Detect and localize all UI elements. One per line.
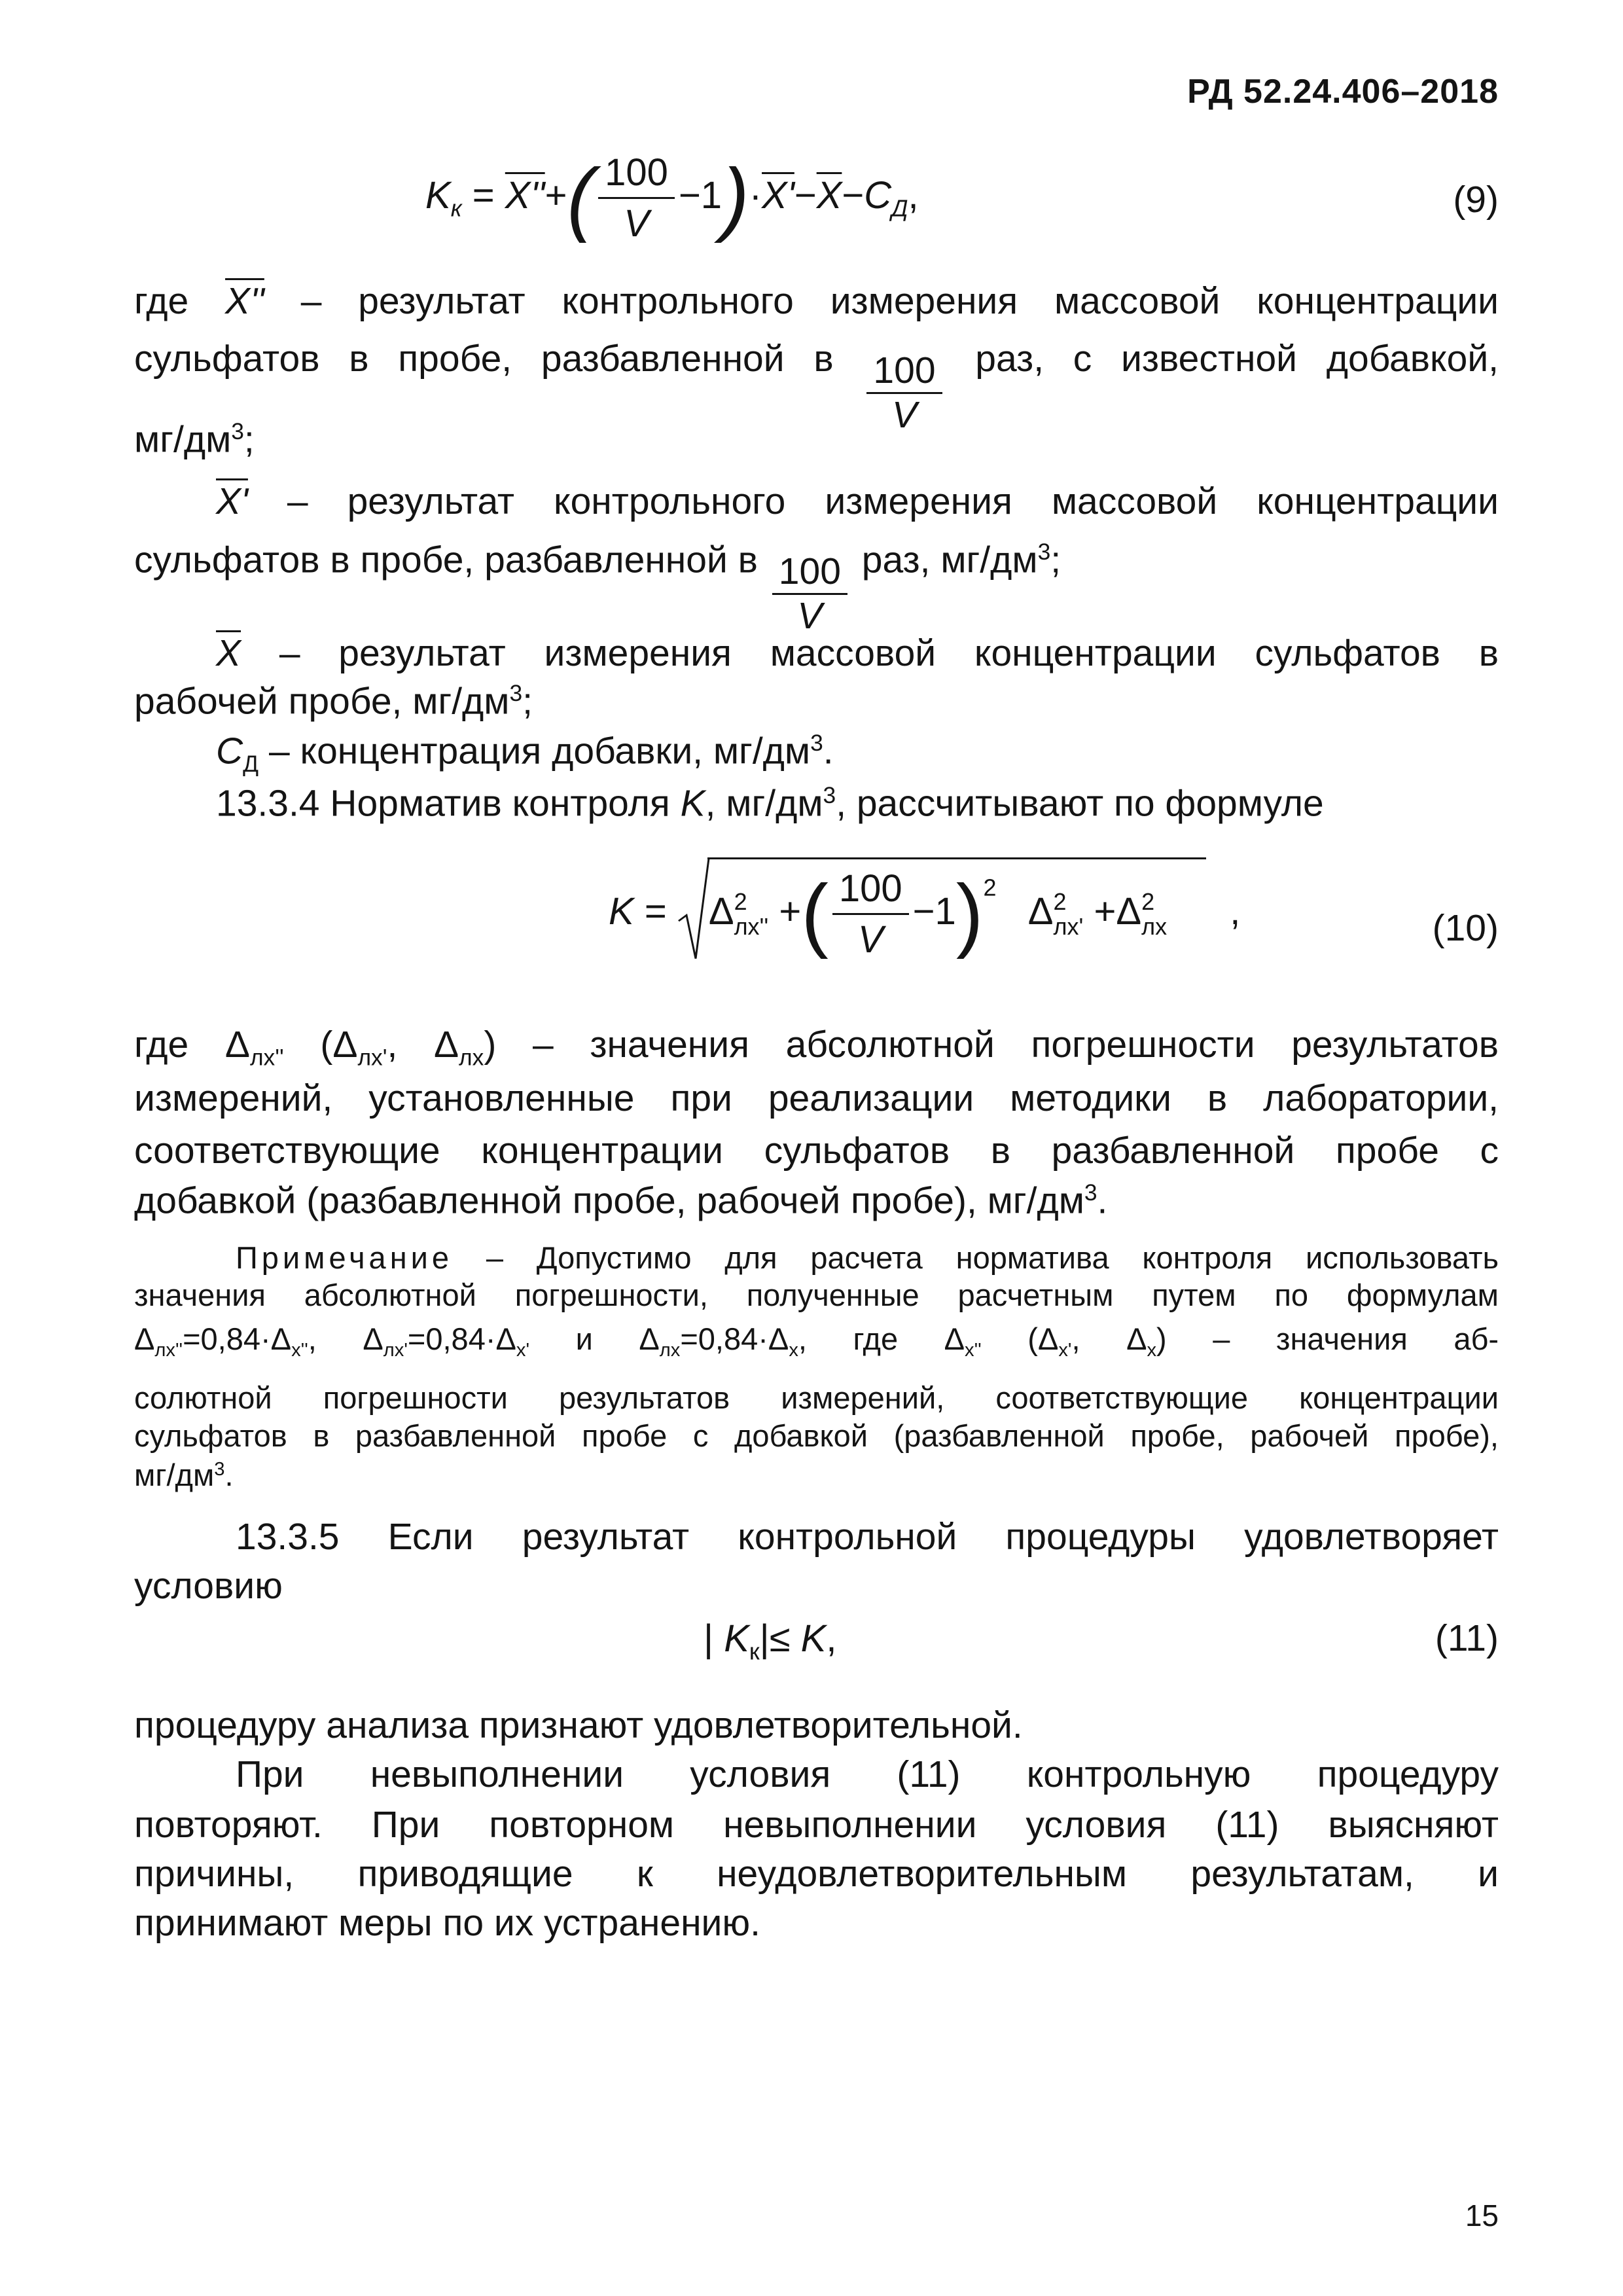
def-line-6: $\overline{X}$ – результат измерения массовой концентрации сульфатов в — [216, 632, 1499, 674]
equation-number-10: (10) — [1432, 907, 1499, 949]
fraction-100-v: $\frac{100}{V}$ — [772, 553, 847, 635]
closing-line-5: принимают меры по их устранению. — [134, 1902, 760, 1944]
where-line-1: где $\Delta_{лх''}$ ($\Delta_{лх'}$, $\Delta_{лх}$) – значения абсолютной погрешности результатов — [134, 1024, 1499, 1071]
right-paren: ) — [722, 152, 749, 243]
note-line-1: Примечание – Допустимо для расчета норматива контроля использовать — [236, 1240, 1499, 1275]
closing-line-2: При невыполнении условия (11) контрольную процедуру — [236, 1753, 1499, 1795]
fraction-100-v: $\frac{100}{V}$ — [832, 867, 909, 961]
def-line-4: X' – результат контрольного измерения массовой концентрации — [216, 480, 1499, 522]
square-root: Δ 2 лх'' +( $\frac{100}{V}$ −1)$^2$ Δ 2 лх' +Δ 2 лх — [677, 857, 1167, 961]
equation-number-11: (11) — [1435, 1617, 1499, 1659]
equation-10: K = Δ 2 лх'' +( $\frac{100}{V}$ −1)$^2$ Δ 2 лх' +Δ 2 лх , — [609, 857, 1240, 961]
radical-sign-icon — [677, 857, 710, 961]
def-line-5: сульфатов в пробе, разбавленной в $\frac{100}{V}$ раз, $мг/дм^3$; — [134, 539, 1061, 637]
document-code: РД 52.24.406–2018 — [1187, 73, 1499, 111]
page-number: 15 — [1465, 2198, 1499, 2233]
equation-9: $K_к = X''+$( $\frac{100}{V}$ $-1)\cdot X'-\overline{X}-C_Д$, — [425, 151, 919, 245]
section-13-3-5-line-1: 13.3.5 Если результат контрольной процедуры удовлетворяет — [236, 1516, 1499, 1558]
def-line-3: $мг/дм^3$; — [134, 418, 255, 461]
def-line-1: где X'' – результат контрольного измерения массовой концентрации — [134, 280, 1499, 322]
section-13-3-4: 13.3.4 Норматив контроля K, $мг/дм^3$, рассчитывают по формуле — [216, 782, 1324, 825]
closing-line-1: процедуру анализа признают удовлетворительной. — [134, 1704, 1023, 1746]
section-13-3-5-line-2: условию — [134, 1565, 283, 1607]
where-line-4: добавкой (разбавленной пробе, рабочей пробе), $мг/дм^3$. — [134, 1179, 1108, 1222]
note-line-4: солютной погрешности результатов измерений, соответствующие концентрации — [134, 1380, 1499, 1415]
closing-line-3: повторяют. При повторном невыполнении условия (11) выясняют — [134, 1804, 1499, 1846]
note-line-3: $\Delta_{лх''}=0,84\cdot\Delta_{х''}$, $\Delta_{лх'}=0,84\cdot\Delta_{х'}$ и $\Delta_{лх}=0,84\cdot\Delta_х$, где $\Delta_{х''}$ ($\Delta_{х'}$, $\Delta_х$) – значения аб- — [134, 1321, 1499, 1361]
note-line-5: сульфатов в разбавленной пробе с добавкой (разбавленной пробе, рабочей пробе), — [134, 1418, 1499, 1453]
note-line-6: $мг/дм^3$. — [134, 1458, 234, 1492]
def-line-8: $C_Д$ – концентрация добавки, $мг/дм^3$. — [216, 730, 834, 777]
left-paren: ( — [567, 152, 595, 243]
note-line-2: значения абсолютной погрешности, полученные расчетным путем по формулам — [134, 1278, 1499, 1312]
equation-11: | $K_к|\le K$, — [704, 1617, 837, 1665]
where-line-3: соответствующие концентрации сульфатов в разбавленной пробе с — [134, 1130, 1499, 1172]
fraction-100-v: $\frac{100}{V}$ — [866, 352, 942, 434]
closing-line-4: причины, приводящие к неудовлетворительным результатам, и — [134, 1853, 1499, 1895]
fraction-100-v: $\frac{100}{V}$ — [598, 151, 675, 245]
def-line-7: рабочей пробе, $мг/дм^3$; — [134, 680, 533, 723]
equation-number-9: (9) — [1453, 179, 1499, 221]
where-line-2: измерений, установленные при реализации методики в лаборатории, — [134, 1077, 1499, 1119]
def-line-2: сульфатов в пробе, разбавленной в $\frac{100}{V}$ раз, с известной добавкой, — [134, 338, 1499, 436]
